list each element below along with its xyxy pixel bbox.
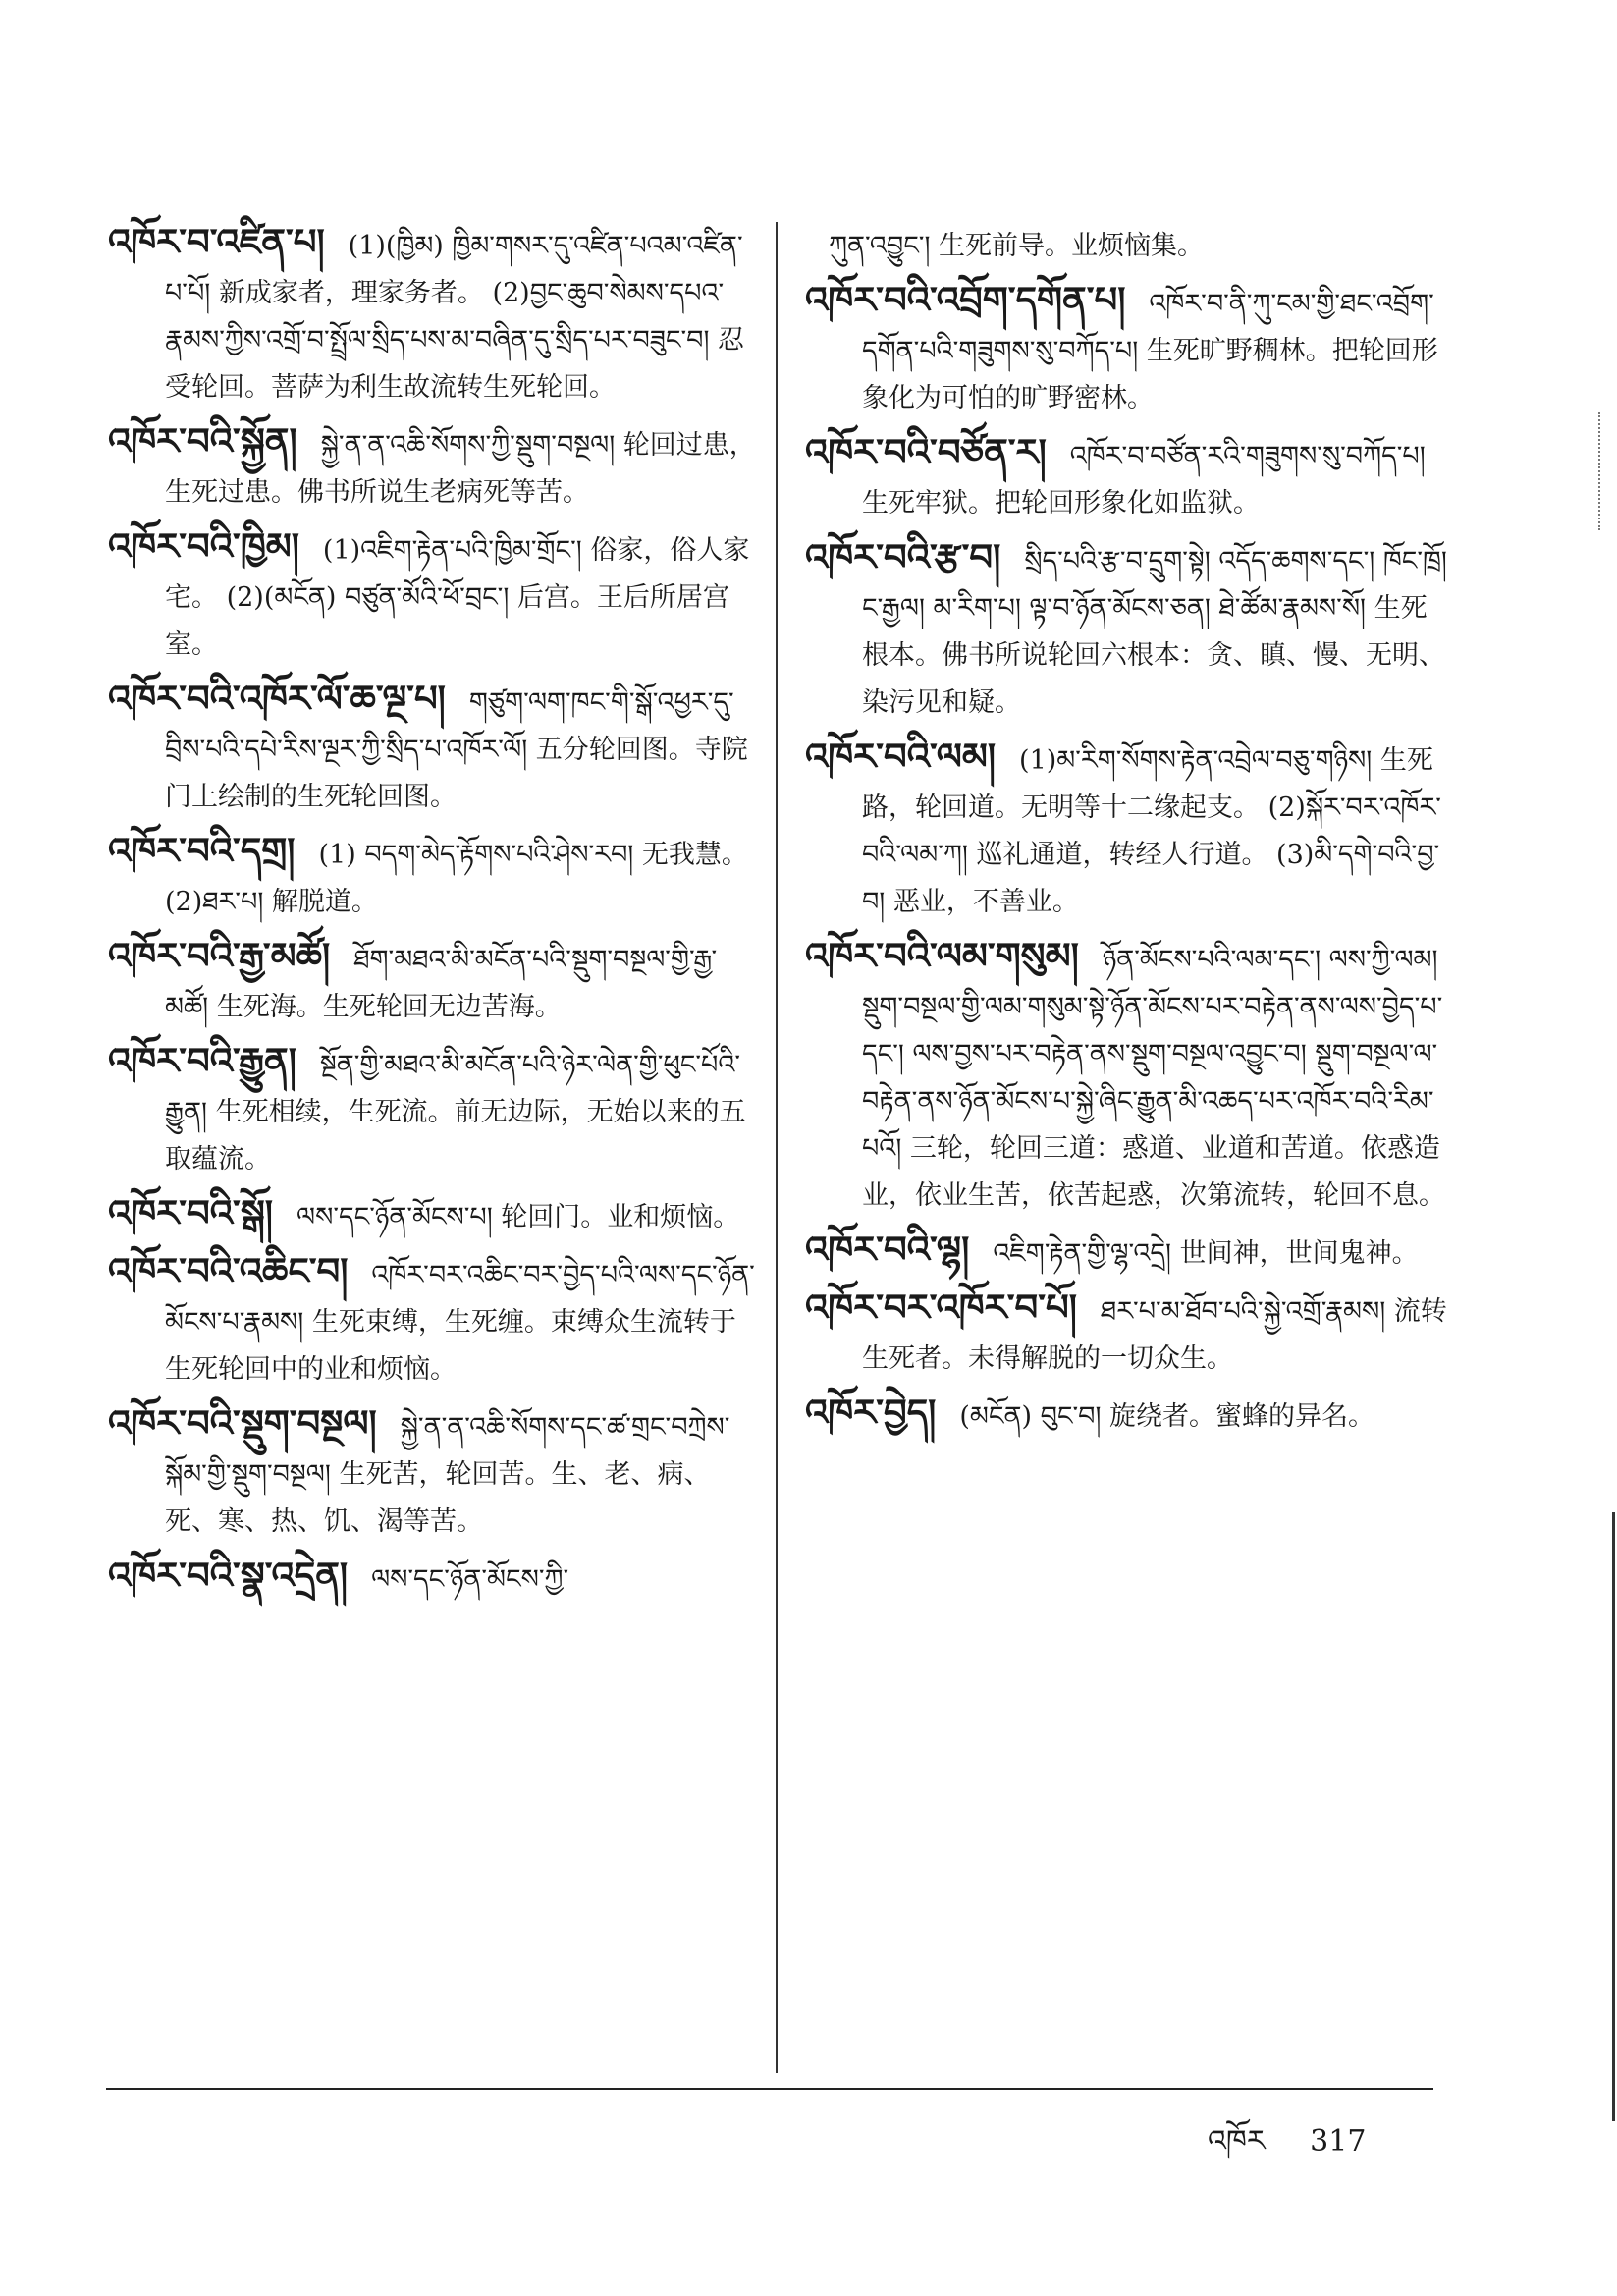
definition: (1)འཇིག་རྟེན་པའི་ཁྱིམ་གྲོང་། 俗家，俗人家宅。 (2)(མངོན) བཙུན་མོའི་ཕོ་བྲང་། 后宫。王后所居宫室。 (165, 535, 750, 660)
definition: ལས་དང་ཉོན་མོངས་པ། 轮回门。业和烦恼。 (296, 1202, 740, 1232)
definition: གཙུག་ལག་ཁང་གི་སྒོ་འཕྱར་དུ་བྲིས་པའི་དཔེ་རིས་ལྔར་ཀྱི་སྲིད་པ་འཁོར་ལོ། 五分轮回图。寺院门上绘制的生死轮回图。 (165, 687, 748, 812)
headword: འཁོར་བའི་དགྲ། (108, 829, 296, 872)
headword: འཁོར་བའི་རྒྱུན། (108, 1039, 296, 1082)
entry (108, 1247, 756, 1394)
entry (805, 1389, 1453, 1441)
definition: འཁོར་བ་ནི་ཀུ་ངམ་གྱི་ཐང་འབྲོག་དགོན་པའི་གཟུགས་སུ་བཀོད་པ། 生死旷野稠林。把轮回形象化为可怕的旷野密林。 (862, 289, 1438, 413)
headword: འཁོར་བའི་སྒོ། (108, 1191, 274, 1234)
definition: (1)(ཁྱིམ) ཁྱིམ་གསར་དུ་འཛིན་པའམ་འཛིན་པ་པོ། 新成家者，理家务者。 (2)བྱང་ཆུབ་སེམས་དཔའ་རྣམས་ཀྱིས་འགྲོ་བ་སྤྲོལ་སྲིད་པས་མ་བཞིན་དུ་སྲིད་པར་བཟུང་བ། 忍受轮回。菩萨为利生故流转生死轮回。 (165, 231, 745, 403)
entry (108, 1189, 756, 1241)
headword: འཁོར་བའི་ལམ། (805, 735, 997, 778)
definition: ཉོན་མོངས་པའི་ལམ་དང་། ལས་ཀྱི་ལམ། སྡུག་བསྔལ་གྱི་ལམ་གསུམ་སྟེ་ཉོན་མོངས་པར་བརྟེན་ནས་ལས་བྱེད་པ་དང་། ལས་བྱས་པར་བརྟེན་ནས་སྡུག་བསྔལ་འབྱུང་བ། སྡུག་བསྔལ་ལ་བརྟེན་ནས་ཉོན་མོངས་པ་སྐྱེ་ཞིང་རྒྱུན་མི་འཆད་པར་འཁོར་བའི་རིམ་པའོ། 三轮，轮回三道：惑道、业道和苦道。依惑造业，依业生苦，依苦起惑，次第流转，轮回不息。 (862, 945, 1445, 1211)
headword: འཁོར་བའི་སྣ་འདྲེན། (108, 1554, 349, 1597)
definition: འཁོར་བ་བཙོན་རའི་གཟུགས་སུ་བཀོད་པ། 生死牢狱。把轮回形象化如监狱。 (862, 441, 1426, 519)
headword: འཁོར་བ་འཛིན་པ། (108, 220, 325, 263)
definition: ལས་དང་ཉོན་མོངས་ཀྱི་ (371, 1564, 569, 1595)
definition: སྐྱེ་ན་ན་འཆི་སོགས་ཀྱི་སྡུག་བསྔལ། 轮回过患，生死过患。佛书所说生老病死等苦。 (165, 430, 756, 508)
headword: འཁོར་བའི་འབྲོག་དགོན་པ། (805, 278, 1126, 321)
entry (108, 675, 756, 821)
entry (108, 522, 756, 669)
headword: འཁོར་བའི་རྩ་བ། (805, 535, 1001, 578)
entry (805, 276, 1453, 422)
definition: འཁོར་བར་འཆིང་བར་བྱེད་པའི་ལས་དང་ཉོན་མོངས་པ་རྣམས། 生死束缚，生死缠。束缚众生流转于生死轮回中的业和烦恼。 (165, 1260, 755, 1385)
headword: འཁོར་བའི་ལྷ། (805, 1228, 970, 1271)
column-divider (776, 222, 778, 2073)
headword: འཁོར་བའི་སྡུག་བསྔལ། (108, 1401, 377, 1445)
entry (805, 932, 1453, 1220)
margin-marks (1598, 412, 1612, 530)
definition: (1)མ་རིག་སོགས་རྟེན་འབྲེལ་བཅུ་གཉིས། 生死路，轮回道。无明等十二缘起支。 (2)སྐོར་བར་འཁོར་བའི་ལམ་ཀ། 巡礼通道，转经人行道。 (3)མི་དགེ་བའི་བྱ་བ། 恶业，不善业。 (862, 745, 1441, 917)
headword: འཁོར་བའི་འཆིང་བ། (108, 1249, 349, 1292)
headword: འཁོར་བའི་འཁོར་ལོ་ཆ་ལྔ་པ། (108, 677, 446, 720)
page-footer (1208, 2108, 1366, 2191)
definition: སྲིད་པའི་རྩ་བ་དྲུག་སྟེ། འདོད་ཆགས་དང་། ཁོང་ཁྲོ། ང་རྒྱལ། མ་རིག་པ། ལྟ་བ་ཉོན་མོངས་ཅན། ཐེ་ཚོམ་རྣམས་སོ། 生死根本。佛书所说轮回六根本：贪、瞋、慢、无明、染污见和疑。 (862, 546, 1447, 718)
guide-word: འཁོར (1208, 2124, 1266, 2159)
definition: འཇིག་རྟེན་གྱི་ལྷ་འདྲེ། 世间神，世间鬼神。 (993, 1238, 1419, 1269)
page-number: 317 (1310, 2124, 1367, 2159)
definition: (1) བདག་མེད་རྟོགས་པའི་ཤེས་རབ། 无我慧。 (2)ཐར་པ། 解脱道。 (165, 840, 748, 917)
headword: འཁོར་བའི་ཁྱིམ། (108, 524, 299, 568)
entry (805, 533, 1453, 727)
definition: སྐྱེ་ན་ན་འཆི་སོགས་དང་ཚ་གྲང་བཀྲེས་སྐོམ་གྱི་སྡུག་བསྔལ། 生死苦，轮回苦。生、老、病、死、寒、热、饥、渴等苦。 (165, 1412, 730, 1537)
headword: འཁོར་བར་འཁོར་བ་པོ། (805, 1285, 1077, 1329)
footer-rule (106, 2088, 1433, 2090)
definition: སྔོན་གྱི་མཐའ་མི་མངོན་པའི་ཉེར་ལེན་གྱི་ཕུང་པོའི་རྒྱུན། 生死相续，生死流。前无边际，无始以来的五取蕴流。 (165, 1050, 746, 1175)
left-column (108, 218, 756, 1610)
entry (805, 1226, 1453, 1278)
headword: འཁོར་བའི་ལམ་གསུམ། (805, 934, 1079, 977)
entry (108, 218, 756, 411)
headword: འཁོར་བའི་བཙོན་ར། (805, 430, 1047, 473)
definition: ཐོག་མཐའ་མི་མངོན་པའི་སྡུག་བསྔལ་གྱི་རྒྱ་མཚོ། 生死海。生死轮回无边苦海。 (165, 945, 718, 1022)
definition: (མངོན) བུང་བ། 旋绕者。蜜蜂的异名。 (959, 1401, 1375, 1432)
entry (108, 1399, 756, 1546)
entry (108, 1552, 756, 1604)
headword: འཁོར་བྱེད། (805, 1391, 937, 1434)
right-column (805, 218, 1453, 1447)
entry (805, 428, 1453, 527)
entry (108, 1037, 756, 1183)
entry (805, 733, 1453, 926)
entry (805, 1284, 1453, 1383)
headword: འཁོར་བའི་རྒྱ་མཚོ། (108, 934, 331, 977)
headword: འཁོར་བའི་སྐྱོན། (108, 419, 297, 463)
entry (108, 417, 756, 517)
entry-continuation (805, 218, 1453, 270)
scan-edge-line (1612, 1512, 1615, 2121)
definition: ཀུན་འབྱུང་། 生死前导。业烦恼集。 (829, 231, 1205, 261)
definition: ཐར་པ་མ་ཐོབ་པའི་སྐྱེ་འགྲོ་རྣམས། 流转生死者。未得解脱的一切众生。 (862, 1296, 1447, 1374)
entry (108, 827, 756, 926)
entry (108, 932, 756, 1031)
